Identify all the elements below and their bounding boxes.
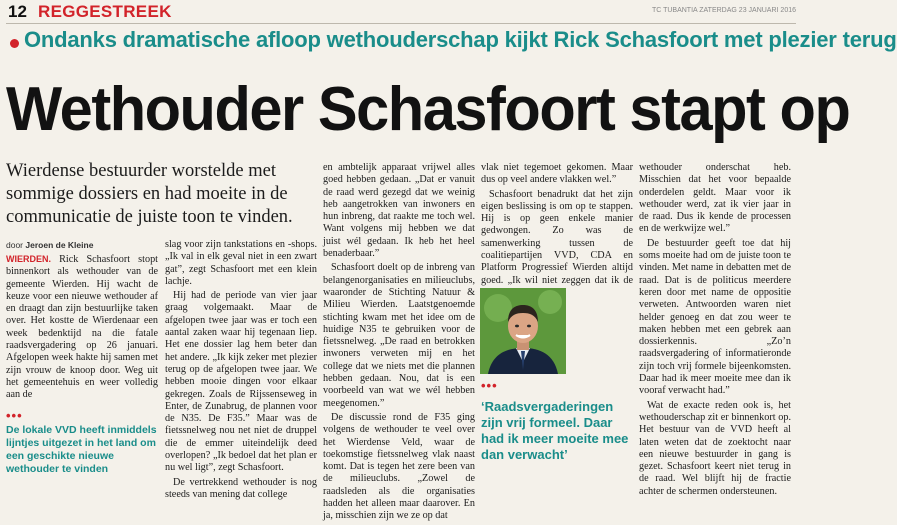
headline: Wethouder Schasfoort stapt op — [6, 75, 850, 144]
edition-info: TC TUBANTIA ZATERDAG 23 JANUARI 2016 — [651, 7, 796, 14]
paragraph: Hij had de periode van vier jaar graag volgemaakt. Maar de afgelopen twee jaar was er toch een aantal zaken waar hij tegenaan liep. Het ene dossier lag hem beter dan het andere. „Ik kijk zeker met plezier terug op de afgelopen twee jaar. We hebben mooie dingen voor elkaar gekregen. Zoals de Rijssenseweg in Enter, de Zunabrug, de plannen voor de N35. De F35.” Maar was de fietssnelweg nou net niet de druppel die de emmer uiteindelijk deed overlopen? „Ik bedoel dat het plan er nu wel ligt”, zegt Schasfoort. — [165, 290, 317, 474]
paragraph: Wat de exacte reden ook is, het wethouderschap zit er binnenkort op. Het bestuur van de VVD heeft al laten weten dat de zoektocht naar een nieuwe bestuurder in gang is gezet. Schasfoort keert niet terug in de raad. Wel blijft hij de fractie achter de schermen ondersteunen. — [639, 399, 791, 497]
paragraph: slag voor zijn tankstations en -shops. „Ik val in elk geval niet in een zwart gat”, zegt Schasfoort met een klein lachje. — [165, 239, 317, 287]
aside-dots-icon: ••• — [6, 408, 23, 423]
kicker: Ondanks dramatische afloop wethouderschap kijkt Rick Schasfoort met plezier terug — [24, 27, 897, 52]
paragraph: en ambtelijk apparaat vrijwel alles goed hebben gedaan. „Dat er vanuit de raad werd gezegd dat we weinig heb aangetrokken van inwoners en hun inbreng, dat raakte me toch wel. Want volgens mij hebben we dat juist wél gedaan. Ik heb het heel benaderbaar.” — [323, 162, 475, 260]
kicker-bullet-icon — [10, 39, 19, 48]
paragraph: vlak niet tegemoet gekomen. Maar dus op veel andere vlakken wel.” — [481, 162, 633, 186]
byline-prefix: door — [6, 240, 24, 250]
byline — [6, 240, 93, 250]
section-title: REGGESTREEK — [38, 2, 172, 21]
paragraph: wethouder onderschat heb. Misschien dat het voor bepaalde onderdelen geldt. Maar voor ik wethouder werd, zat ik vier jaar in de raad. Dus ik kende de processen en de werkwijze wel.” — [639, 162, 791, 235]
portrait-illustration — [480, 288, 566, 374]
paragraph: De bestuurder geeft toe dat hij soms moeite had om de juiste toon te vinden. Met name in debatten met de raad. Dat is de politicus meerdere keren door met name de oppositie verweten. Antwoorden waren niet helder genoeg en dat zou weer te maken hebben met een gebrek aan dossierkennis. „Zo’n raadsvergadering of informatieronde zijn toch vrij formele bijeenkomsten. Daar had ik meer moeite mee dan ik vooraf verwacht had.” — [639, 237, 791, 397]
paragraph: Schasfoort doelt op de inbreng van belangenorganisaties en milieuclubs, waaronder de Stichting Natuur & Milieu Wierden. Laatstgenoemde stichting kwam met het idee om de huidige N35 te gebruiken voor de fietssnelweg. „De raad en betrokken inwoners verweten mij en het college dat we niets met die plannen hebben gedaan. Nou, dat is een voorbeeld van wat we wél hebben meegenomen.” — [323, 262, 475, 409]
quote-dots-icon: ••• — [481, 378, 498, 393]
aside-highlight: De lokale VVD heeft inmiddels lijntjes uitgezet in het land om een geschikte nieuwe wethouder te vinden — [6, 424, 157, 475]
paragraph: De discussie rond de F35 ging volgens de wethouder te veel over het Wierdense Veld, waar de toekomstige fietssnelweg vlak naast komt. Dat is tegen het zere been van de milieuclubs. „Zowel de raadsleden als die organisaties hadden het alleen maar daarover. En ja, misschien zijn we ze op dat — [323, 411, 475, 522]
portrait-photo — [480, 288, 566, 374]
pull-quote: ‘Raadsvergaderingen zijn vrij formeel. Daar had ik meer moeite mee dan verwacht’ — [481, 399, 629, 462]
article-column-3 — [323, 162, 475, 525]
paragraph: De vertrekkend wethouder is nog steeds van mening dat college — [165, 476, 317, 500]
byline-author: Jeroen de Kleine — [25, 240, 94, 250]
intro-text: Wierdense bestuurder worstelde met sommige dossiers en had moeite in de communicatie de juiste toon te vinden. — [6, 161, 293, 227]
page-number: 12 — [8, 2, 27, 21]
article-column-2 — [165, 239, 317, 503]
article-column-1 — [6, 253, 158, 404]
article-column-5 — [639, 162, 791, 500]
dateline: WIERDEN. — [6, 254, 51, 264]
article-column-4 — [481, 162, 633, 301]
page-header — [6, 2, 796, 24]
paragraph: Rick Schasfoort stopt binnenkort als wethouder van de gemeente Wierden. Hij wacht de keuze voor een nieuwe wethouder af en draagt dan zijn bestuurlijke taken over. Het kostte de Wierdenaar een week bedenktijd na die fatale raadsvergadering op 26 januari. Afgelopen week hakte hij samen met zijn vrouw de knoop door. Weg uit het gemeentehuis en weer volledig aan de — [6, 254, 158, 401]
paragraph: Schasfoort benadrukt dat het zijn eigen beslissing is om op te stappen. Hij is op geen enkele manier gedwongen. Zo was de samenwerking tussen de coalitiepartijen VVD, CDA en Platform Progressief Wierden altijd goed. „Ik wil niet zeggen dat ik de — [481, 188, 633, 286]
